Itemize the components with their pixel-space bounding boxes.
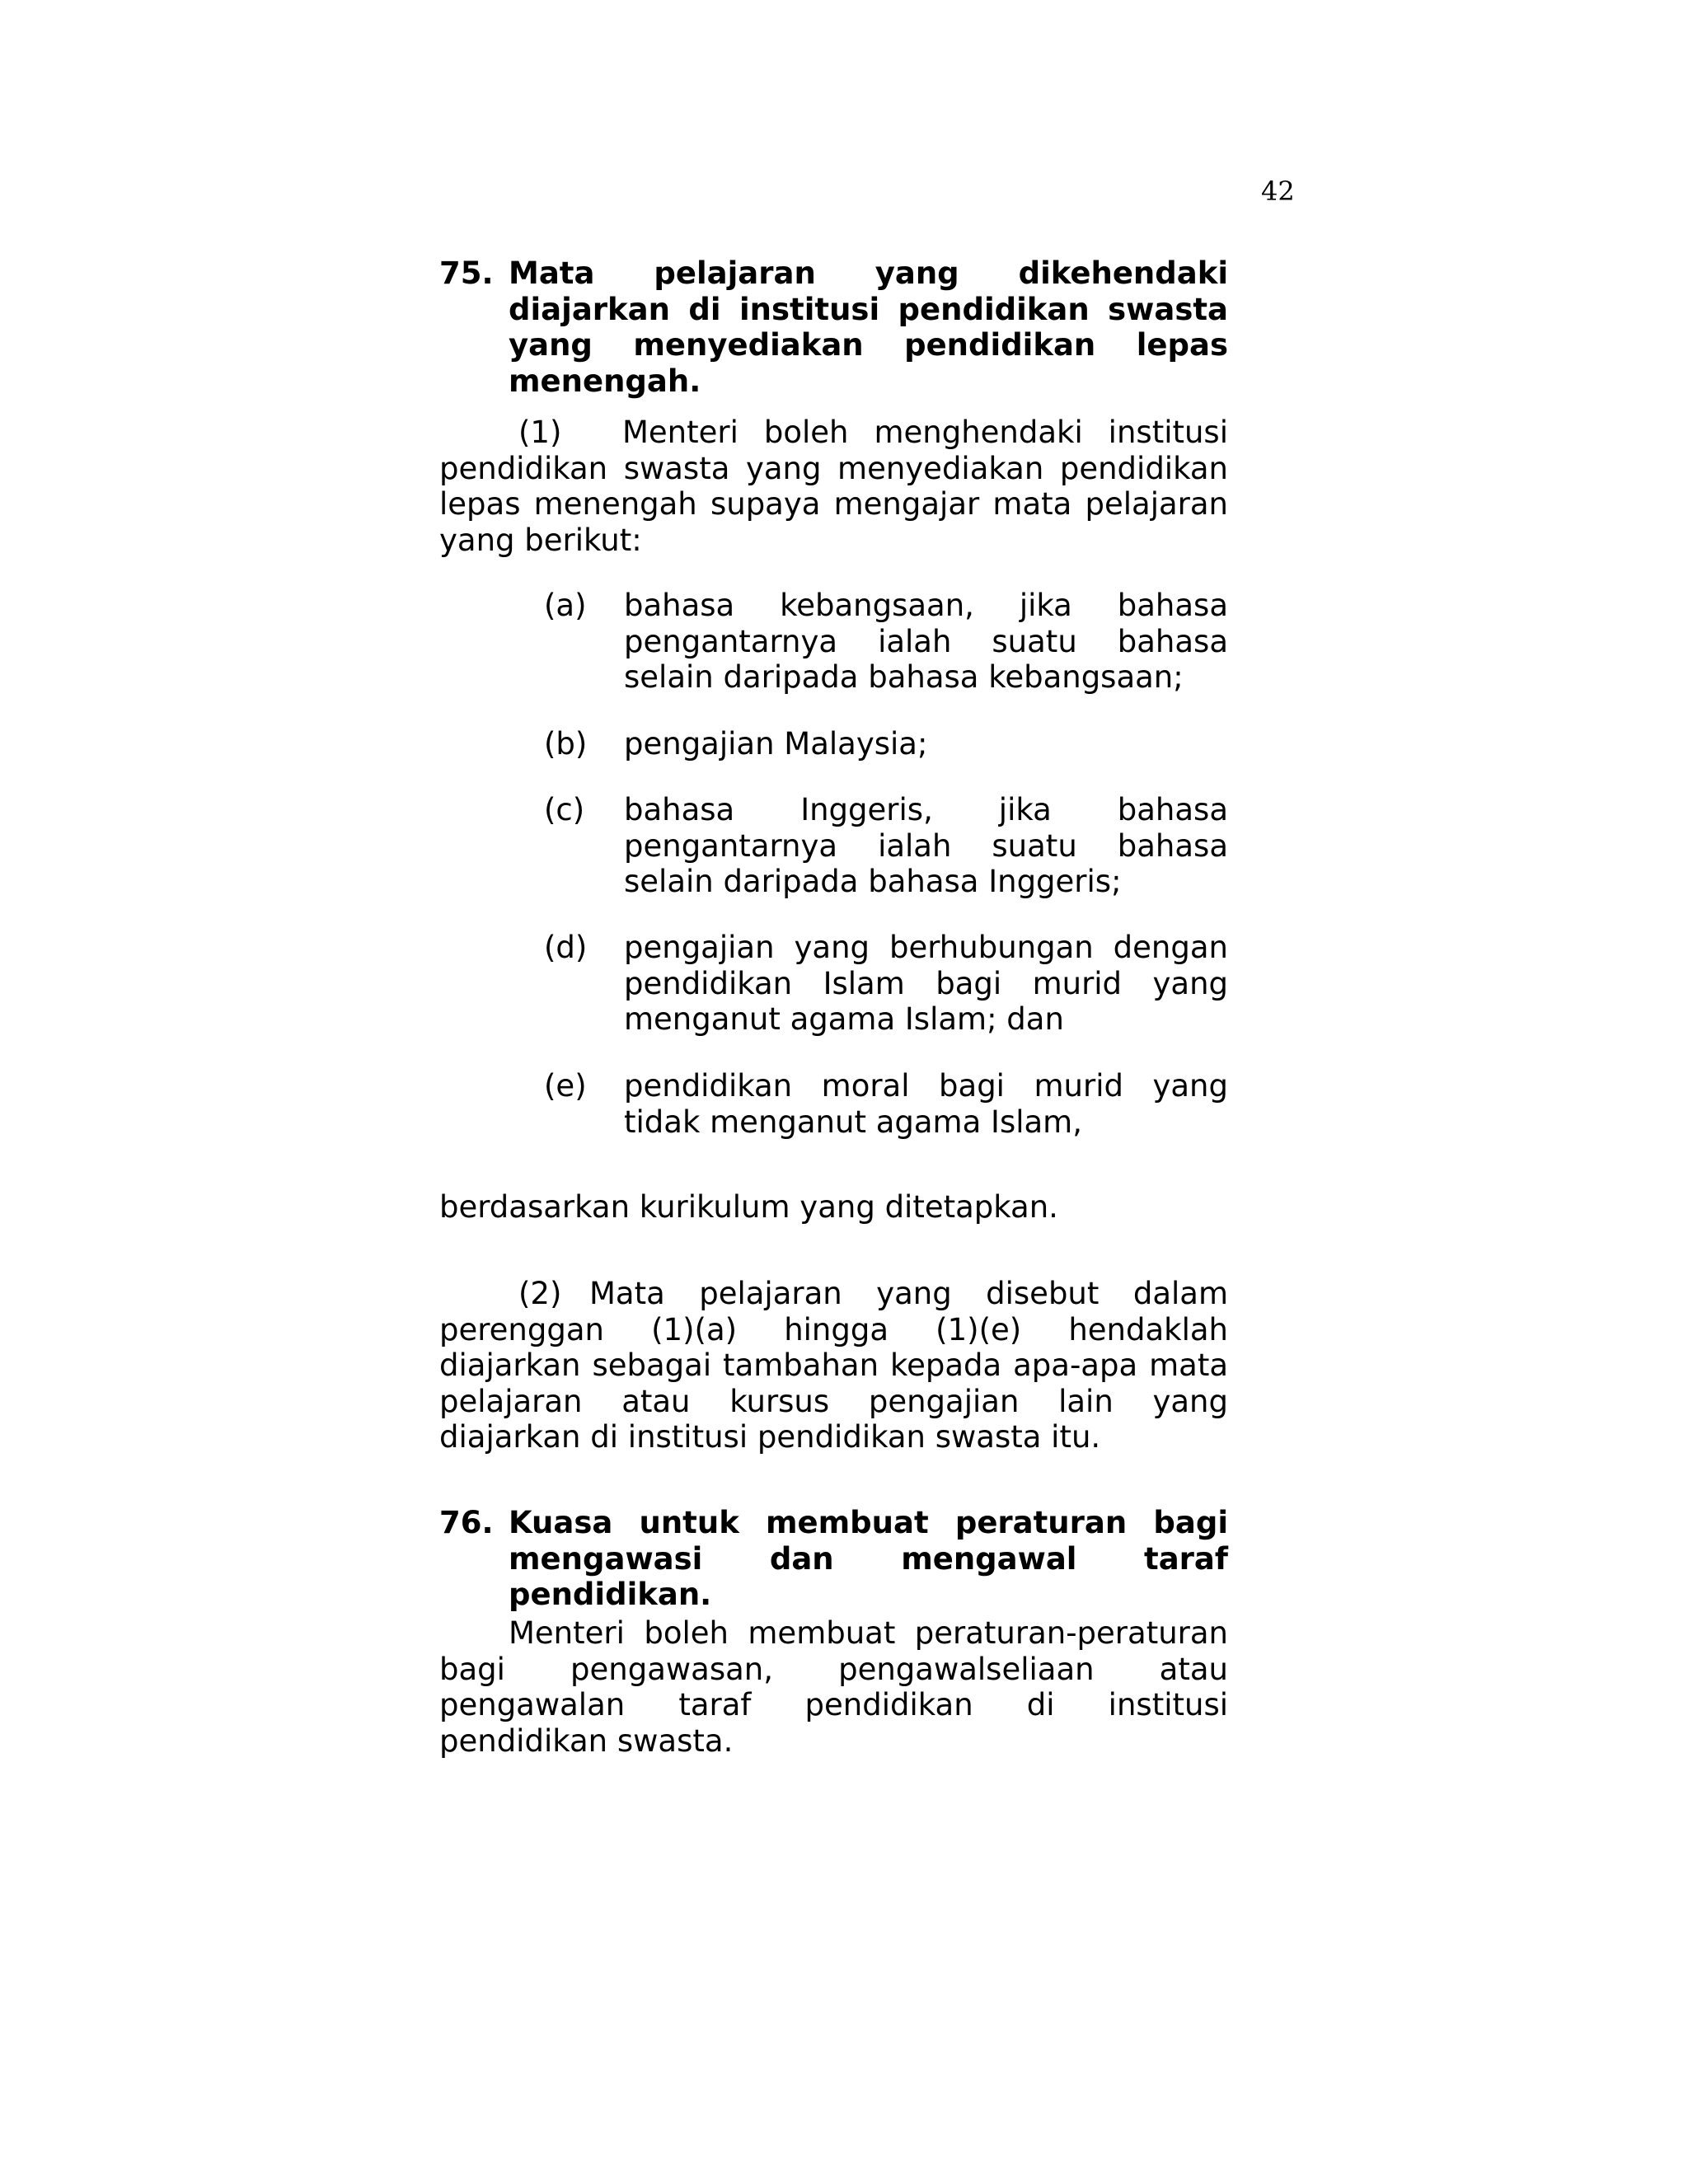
- list-item: [544, 792, 1228, 900]
- subsection-2-text: Mata pelajaran yang disebut dalam perenggan (1)(a) hingga (1)(e) hendaklah diajarkan sebagai tambahan kepada apa-apa mata pelajaran atau kursus pengajian lain yang diajarkan di institusi pendidikan swasta itu.: [439, 1276, 1228, 1455]
- section-75-number: 75.: [439, 255, 494, 291]
- list-item-text: pengajian Malaysia;: [624, 726, 928, 762]
- list-item: [544, 588, 1228, 696]
- section-75-title: Mata pelajaran yang dikehendaki diajarkan di institusi pendidikan swasta yang menyediakan pendidikan lepas menengah.: [509, 255, 1228, 399]
- list-item-label: (d): [544, 930, 588, 965]
- section-76-heading: [439, 1505, 1228, 1613]
- section-76-number: 76.: [439, 1505, 494, 1540]
- list-item-text: pendidikan moral bagi murid yang tidak menganut agama Islam,: [624, 1068, 1228, 1140]
- subsection-1-text: Menteri boleh menghendaki institusi pendidikan swasta yang menyediakan pendidikan lepas menengah supaya mengajar mata pelajaran yang berikut:: [439, 415, 1228, 558]
- subsection-2-number: (2): [518, 1276, 562, 1311]
- page-number: 42: [1261, 176, 1295, 207]
- list-item-label: (b): [544, 726, 588, 762]
- section-76-text: Menteri boleh membuat peraturan-peraturan bagi pengawasan, pengawalseliaan atau pengawalan taraf pendidikan di institusi pendidikan swasta.: [439, 1615, 1228, 1759]
- list-item-label: (e): [544, 1068, 587, 1104]
- section-76-title: Kuasa untuk membuat peraturan bagi mengawasi dan mengawal taraf pendidikan.: [509, 1505, 1228, 1612]
- list-item: [544, 930, 1228, 1038]
- list-item-label: (c): [544, 792, 585, 827]
- list-item-text: bahasa kebangsaan, jika bahasa pengantarnya ialah suatu bahasa selain daripada bahasa kebangsaan;: [624, 588, 1228, 695]
- list-item-text: pengajian yang berhubungan dengan pendidikan Islam bagi murid yang menganut agama Islam; dan: [624, 930, 1228, 1037]
- subsection-1-number: (1): [518, 415, 562, 450]
- list-item: [544, 726, 1228, 762]
- section-75-subsection-1: [439, 415, 1228, 558]
- section-75-closing: berdasarkan kurikulum yang ditetapkan.: [439, 1189, 1058, 1225]
- section-75-heading: [439, 255, 1228, 399]
- section-75-subsection-2: [439, 1276, 1228, 1455]
- list-item-label: (a): [544, 588, 587, 623]
- list-item: [544, 1068, 1228, 1140]
- list-item-text: bahasa Inggeris, jika bahasa pengantarnya ialah suatu bahasa selain daripada bahasa Inggeris;: [624, 792, 1228, 899]
